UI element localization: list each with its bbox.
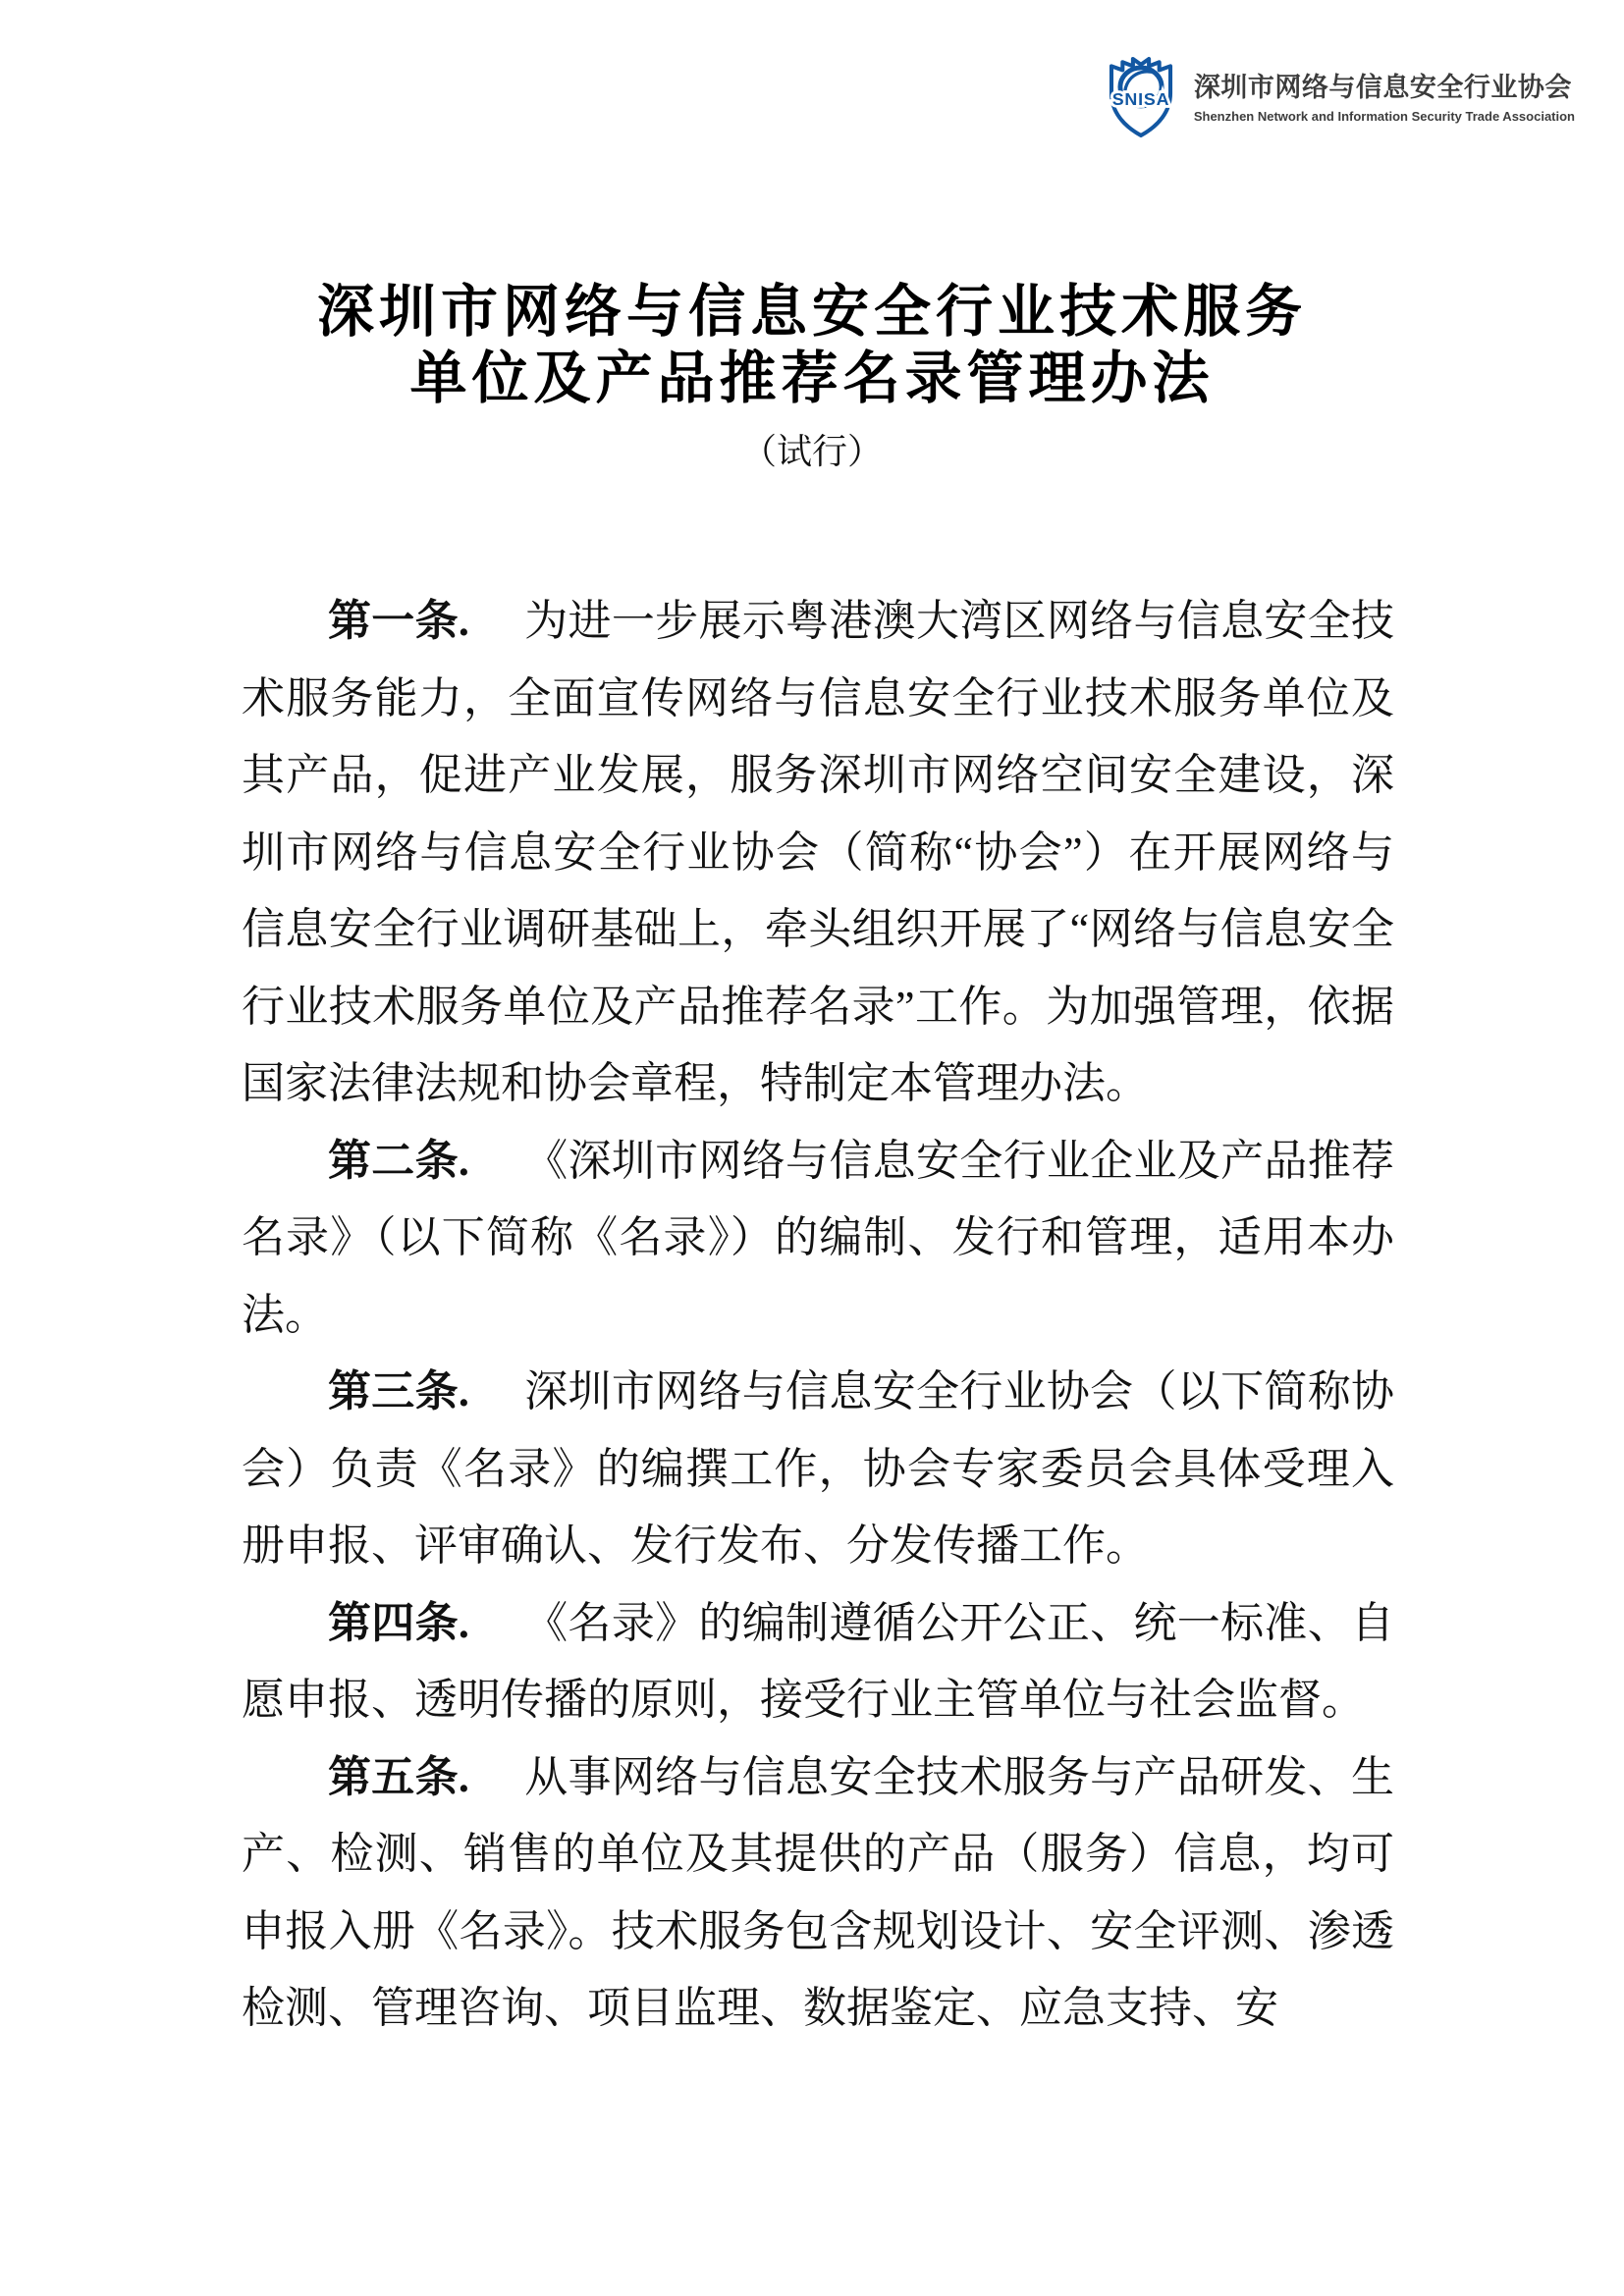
article-2-number: 第二条. xyxy=(328,1136,469,1185)
article-2-text: 《深圳市网络与信息安全行业企业及产品推荐名录》（以下简称《名录》）的编制、发行和管理，适用本办法。 xyxy=(242,1136,1395,1339)
snisa-shield-logo-icon xyxy=(1101,55,1181,139)
org-name-english: Shenzhen Network and Information Security Trade Association xyxy=(1193,108,1575,124)
article-4-text: 《名录》的编制遵循公开公正、统一标准、自愿申报、透明传播的原则，接受行业主管单位与社会监督。 xyxy=(242,1598,1395,1724)
article-4 xyxy=(242,1585,1394,1739)
article-1-text: 为进一步展示粤港澳大湾区网络与信息安全技术服务能力，全面宣传网络与信息安全行业技术服务单位及其产品，促进产业发展，服务深圳市网络空间安全建设，深圳市网络与信息安全行业协会（简称“协会”）在开展网络与信息安全行业调研基础上，牵头组织开展了“网络与信息安全行业技术服务单位及产品推荐名录”工作。为加强管理，依据国家法律法规和协会章程，特制定本管理办法。 xyxy=(242,597,1395,1107)
article-3-number: 第三条. xyxy=(328,1367,469,1415)
document-body xyxy=(0,583,1624,2048)
article-4-number: 第四条. xyxy=(328,1598,469,1647)
document-subtitle: （试行） xyxy=(740,432,883,471)
document-title-line-1: 深圳市网络与信息安全行业技术服务 xyxy=(316,280,1307,344)
shield-snisa-text: SNISA xyxy=(1111,89,1170,110)
article-3-text: 深圳市网络与信息安全行业协会（以下简称协会）负责《名录》的编撰工作，协会专家委员会具体受理入册申报、评审确认、发行发布、分发传播工作。 xyxy=(242,1367,1395,1570)
article-3 xyxy=(242,1354,1394,1585)
document-title-line-2: 单位及产品推荐名录管理办法 xyxy=(409,347,1215,410)
article-1-number: 第一条. xyxy=(328,597,469,645)
logo-text-block xyxy=(1194,71,1575,125)
article-5-text: 从事网络与信息安全技术服务与产品研发、生产、检测、销售的单位及其提供的产品（服务）信息，均可申报入册《名录》。技术服务包含规划设计、安全评测、渗透检测、管理咨询、项目监理、数据鉴定、应急支持、安 xyxy=(242,1752,1395,2032)
association-logo xyxy=(1101,55,1575,139)
article-2 xyxy=(242,1123,1394,1355)
org-name-chinese: 深圳市网络与信息安全行业协会 xyxy=(1193,72,1572,102)
article-5-number: 第五条. xyxy=(328,1752,469,1801)
article-5 xyxy=(242,1739,1394,2048)
article-1 xyxy=(242,583,1394,1123)
